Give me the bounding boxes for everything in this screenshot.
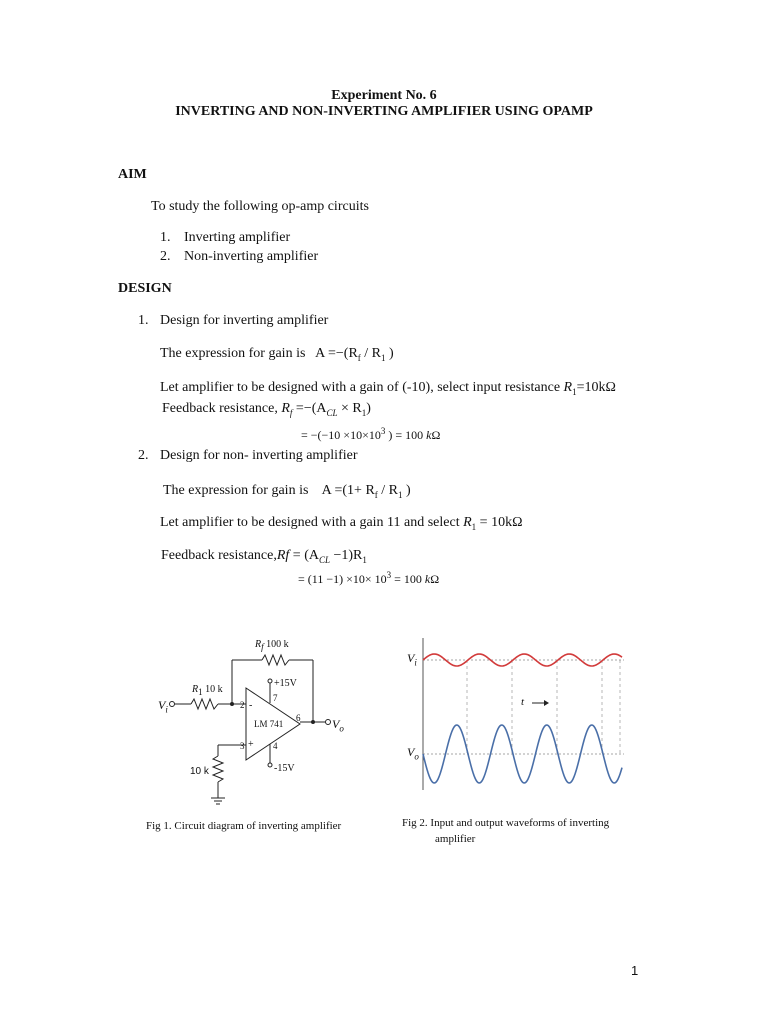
gain-expression: $A =-(R_f / R_1$ ) xyxy=(315,346,394,363)
input-sine-wave xyxy=(423,654,622,666)
figure-2-caption-line-1: Fig 2. Input and output waveforms of inverting xyxy=(402,817,610,829)
document-title: INVERTING AND NON-INVERTING AMPLIFIER USING OPAMP xyxy=(175,104,593,119)
experiment-number: Experiment No. 6 xyxy=(331,88,437,103)
vo-label: $V_o$ xyxy=(332,717,344,734)
time-arrow-head xyxy=(544,700,549,706)
inverting-feedback-line: Feedback resistance, $R_f =-(A_{CL} \times R_1)$ xyxy=(162,401,371,418)
pin-6: 6 xyxy=(296,713,301,723)
pin-3: 3 xyxy=(240,741,245,751)
ground-resistor-label: 10 k xyxy=(190,766,209,777)
chip-label: LM 741 xyxy=(254,719,284,729)
aim-item-1-number: 1. xyxy=(160,230,171,245)
pin-2: 2 xyxy=(240,700,245,710)
noninverting-feedback-result: = $(11 -1) \times 10\times 10^3 = 100$ kΩ xyxy=(298,570,440,586)
design-item-1-number: 1. xyxy=(138,313,149,328)
aim-item-2-number: 2. xyxy=(160,249,171,264)
aim-item-1: Inverting amplifier xyxy=(184,230,291,245)
inverting-gain-line xyxy=(160,346,394,362)
junction-dot xyxy=(311,720,315,724)
noninverting-input-sign: + xyxy=(248,739,254,750)
negative-supply-label: -15V xyxy=(274,763,295,774)
input-terminal xyxy=(170,702,175,707)
aim-heading: AIM xyxy=(118,167,147,182)
positive-supply-label: +15V xyxy=(274,678,297,689)
aim-intro: To study the following op-amp circuits xyxy=(151,199,369,214)
output-terminal xyxy=(326,720,331,725)
aim-item-2: Non-inverting amplifier xyxy=(184,249,319,264)
noninverting-gain-line: The expression for gain is $A =(1+ R_f / R_1$ ) xyxy=(163,483,411,500)
vi-waveform-label: $V_i$ xyxy=(407,651,417,668)
noninverting-feedback-line: Feedback resistance,Rf = $(A_{CL} -1)R_1$ xyxy=(161,548,367,565)
inverting-input-sign: - xyxy=(249,700,253,711)
input-resistor xyxy=(191,699,218,709)
design-item-2-number: 2. xyxy=(138,448,149,463)
r1-label: $R_1$ 10 k xyxy=(192,684,223,697)
inverting-select-line: Let amplifier to be designed with a gain of (-10), select input resistance $R_1=10k\Omega$ xyxy=(160,380,616,397)
design-item-2-title: Design for non- inverting amplifier xyxy=(160,448,358,463)
figure-1-caption: Fig 1. Circuit diagram of inverting amplifier xyxy=(146,820,342,832)
gain-prefix: The expression for gain is xyxy=(160,346,306,361)
ground-resistor xyxy=(213,756,223,782)
noninverting-select-line: Let amplifier to be designed with a gain 11 and select $R_1 = 10k\Omega$ xyxy=(160,515,523,532)
feedback-resistor xyxy=(262,655,289,665)
inverting-feedback-result: = $-(-10 \times 10\times 10^3$ ) = 100 kΩ xyxy=(301,426,441,442)
page-number: 1 xyxy=(631,963,639,978)
pin-4: 4 xyxy=(273,741,278,751)
output-sine-wave xyxy=(423,725,622,783)
figure-2-caption-line-2: amplifier xyxy=(435,833,476,845)
vi-label: $V_i$ xyxy=(158,698,168,715)
design-heading: DESIGN xyxy=(118,281,172,296)
period-markers xyxy=(467,660,620,754)
junction-dot xyxy=(230,702,234,706)
design-item-1-title: Design for inverting amplifier xyxy=(160,313,329,328)
vo-waveform-label: $V_o$ xyxy=(407,745,419,762)
time-label: t xyxy=(521,696,525,708)
pin-7: 7 xyxy=(273,693,278,703)
rf-label: $R_f$ 100 k xyxy=(255,639,289,652)
